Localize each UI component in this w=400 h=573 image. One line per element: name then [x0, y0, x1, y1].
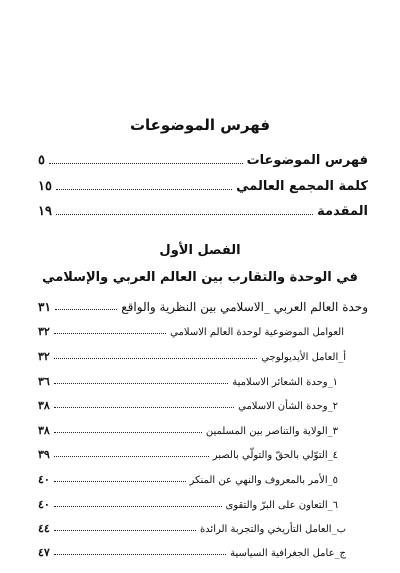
entry-title: ٤_التوّلي بالحقّ والتولّي بالصبر — [212, 450, 338, 461]
toc-entry — [38, 176, 368, 194]
entry-title: العوامل الموضوعية لوحدة العالم الاسلامي — [170, 327, 344, 338]
page-number: ٤٤ — [38, 522, 50, 535]
toc-entry — [38, 443, 368, 461]
toc-entry — [38, 345, 368, 363]
toc-entry — [38, 150, 368, 168]
dot-leader — [54, 455, 209, 457]
toc-entry — [38, 320, 356, 338]
dot-leader — [54, 480, 186, 482]
entry-title: ٥_الأمر بالمعروف والنهي عن المنكر — [189, 475, 338, 486]
page-number: ١٥ — [38, 179, 52, 194]
page-number: ٣٢ — [38, 350, 50, 363]
entry-title: فهرس الموضوعات — [246, 153, 368, 168]
page-number: ٣٩ — [38, 448, 50, 461]
entry-title: ج_عامل الجغرافية السياسية — [230, 548, 346, 559]
page-number: ٤٠ — [38, 498, 50, 511]
entry-title: ٣_الولاية والتناصر بين المسلمين — [205, 426, 338, 437]
page-number: ٤٧ — [38, 546, 50, 559]
dot-leader — [54, 357, 257, 359]
dot-leader — [49, 162, 243, 164]
page-number: ٣٨ — [38, 399, 50, 412]
entry-title: أ_العامل الأيديولوجي — [261, 352, 346, 363]
toc-entry — [38, 370, 368, 388]
entry-title: ٢_وحدة الشأن الاسلامي — [238, 401, 338, 412]
toc-entry — [38, 541, 368, 559]
dot-leader — [56, 188, 232, 190]
entry-title: وحدة العالم العربي _الاسلامي بين النظرية والواقع — [121, 300, 368, 314]
dot-leader — [54, 332, 166, 334]
page-number: ٣٦ — [38, 375, 50, 388]
entry-title: ب_العامل التأريخي والتجربة الرائدة — [199, 524, 346, 535]
dot-leader — [54, 382, 228, 384]
dot-leader — [55, 308, 117, 310]
page-number: ٤٠ — [38, 473, 50, 486]
entry-title: المقدمة — [317, 204, 368, 219]
toc-entry — [38, 517, 368, 535]
page-number: ٣٢ — [38, 325, 50, 338]
page-title: فهرس الموضوعات — [129, 116, 271, 134]
entry-title: ١_وحدة الشعائر الاسلامية — [232, 377, 338, 388]
page-number: ٣١ — [38, 300, 51, 314]
dot-leader — [56, 213, 313, 215]
toc-entry — [38, 296, 368, 314]
dot-leader — [54, 505, 222, 507]
dot-leader — [54, 529, 196, 531]
dot-leader — [54, 406, 234, 408]
entry-title: ٦_التعاون على البرّ والتقوى — [225, 500, 338, 511]
toc-entry — [38, 419, 368, 437]
page-number: ٥ — [38, 153, 45, 168]
toc-entry — [38, 394, 368, 412]
entry-title: كلمة المجمع العالمي — [236, 179, 368, 194]
dot-leader — [54, 553, 226, 555]
chapter-title: في الوحدة والتقارب بين العالم العربي والإسلامي — [42, 270, 358, 285]
toc-entry — [38, 493, 368, 511]
dot-leader — [54, 431, 202, 433]
toc-entry — [38, 468, 368, 486]
toc-entry — [38, 201, 368, 219]
chapter-heading: الفصل الأول — [159, 243, 241, 258]
page-number: ٣٨ — [38, 424, 50, 437]
page-number: ١٩ — [38, 204, 52, 219]
